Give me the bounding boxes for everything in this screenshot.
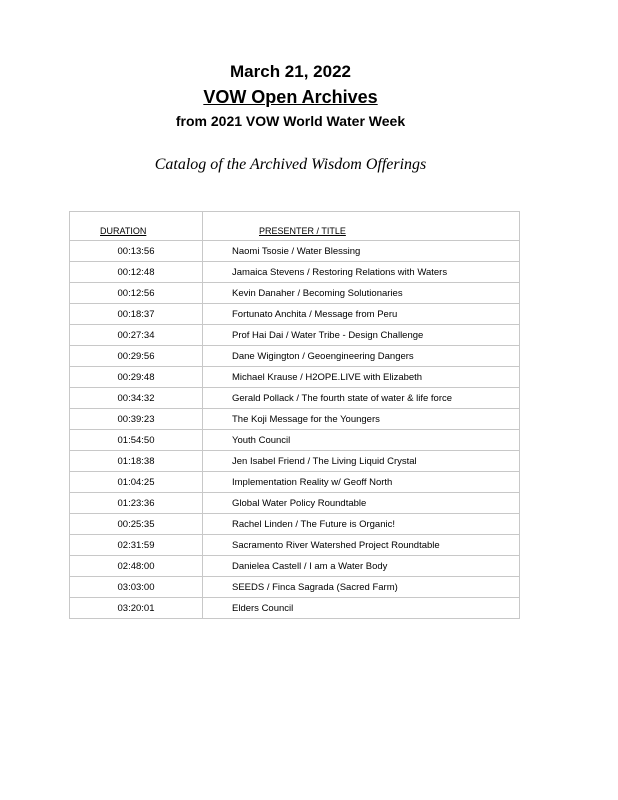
presenter-title-cell: Rachel Linden / The Future is Organic! (203, 514, 520, 535)
duration-cell: 03:20:01 (70, 598, 203, 619)
presenter-title-cell: SEEDS / Finca Sagrada (Sacred Farm) (203, 577, 520, 598)
presenter-title-cell: Danielea Castell / I am a Water Body (203, 556, 520, 577)
presenter-title-cell: Elders Council (203, 598, 520, 619)
archive-title: VOW Open Archives (203, 87, 378, 107)
presenter-title-header-label: PRESENTER / TITLE (259, 226, 346, 236)
presenter-title-column-header (203, 212, 520, 241)
presenter-title-cell: Jamaica Stevens / Restoring Relations with Waters (203, 262, 520, 283)
presenter-title-cell: Global Water Policy Roundtable (203, 493, 520, 514)
catalog-rows (70, 241, 520, 619)
presenter-title-cell: Sacramento River Watershed Project Roundtable (203, 535, 520, 556)
duration-cell: 00:27:34 (70, 325, 203, 346)
duration-cell: 01:18:38 (70, 451, 203, 472)
duration-cell: 01:54:50 (70, 430, 203, 451)
table-row (70, 472, 520, 493)
duration-cell: 01:04:25 (70, 472, 203, 493)
presenter-title-cell: Fortunato Anchita / Message from Peru (203, 304, 520, 325)
table-row (70, 304, 520, 325)
presenter-title-cell: Gerald Pollack / The fourth state of water & life force (203, 388, 520, 409)
presenter-title-cell: Youth Council (203, 430, 520, 451)
table-row (70, 493, 520, 514)
table-row (70, 325, 520, 346)
presenter-title-cell: The Koji Message for the Youngers (203, 409, 520, 430)
event-subtitle: from 2021 VOW World Water Week (175, 113, 406, 129)
duration-cell: 00:34:32 (70, 388, 203, 409)
catalog-title: Catalog of the Archived Wisdom Offerings (154, 156, 427, 173)
presenter-title-cell: Kevin Danaher / Becoming Solutionaries (203, 283, 520, 304)
presenter-title-cell: Naomi Tsosie / Water Blessing (203, 241, 520, 262)
duration-cell: 02:31:59 (70, 535, 203, 556)
presenter-title-cell: Jen Isabel Friend / The Living Liquid Crystal (203, 451, 520, 472)
table-row (70, 346, 520, 367)
table-row (70, 577, 520, 598)
table-row (70, 262, 520, 283)
table-row (70, 241, 520, 262)
table-row (70, 409, 520, 430)
duration-cell: 00:25:35 (70, 514, 203, 535)
table-row (70, 430, 520, 451)
table-row (70, 367, 520, 388)
duration-cell: 02:48:00 (70, 556, 203, 577)
duration-cell: 00:13:56 (70, 241, 203, 262)
duration-cell: 00:39:23 (70, 409, 203, 430)
duration-header-label: DURATION (100, 226, 147, 236)
presenter-title-cell: Prof Hai Dai / Water Tribe - Design Challenge (203, 325, 520, 346)
duration-cell: 00:18:37 (70, 304, 203, 325)
table-row (70, 535, 520, 556)
duration-cell: 00:12:48 (70, 262, 203, 283)
duration-cell: 03:03:00 (70, 577, 203, 598)
duration-cell: 01:23:36 (70, 493, 203, 514)
table-row (70, 283, 520, 304)
table-header-row (70, 212, 520, 241)
table-row (70, 598, 520, 619)
table-row (70, 388, 520, 409)
table-row (70, 556, 520, 577)
catalog-table (69, 211, 520, 619)
duration-cell: 00:29:48 (70, 367, 203, 388)
duration-cell: 00:29:56 (70, 346, 203, 367)
table-row (70, 451, 520, 472)
document-date: March 21, 2022 (230, 62, 351, 81)
presenter-title-cell: Dane Wigington / Geoengineering Dangers (203, 346, 520, 367)
duration-cell: 00:12:56 (70, 283, 203, 304)
presenter-title-cell: Michael Krause / H2OPE.LIVE with Elizabeth (203, 367, 520, 388)
presenter-title-cell: Implementation Reality w/ Geoff North (203, 472, 520, 493)
duration-column-header (70, 212, 203, 241)
table-row (70, 514, 520, 535)
